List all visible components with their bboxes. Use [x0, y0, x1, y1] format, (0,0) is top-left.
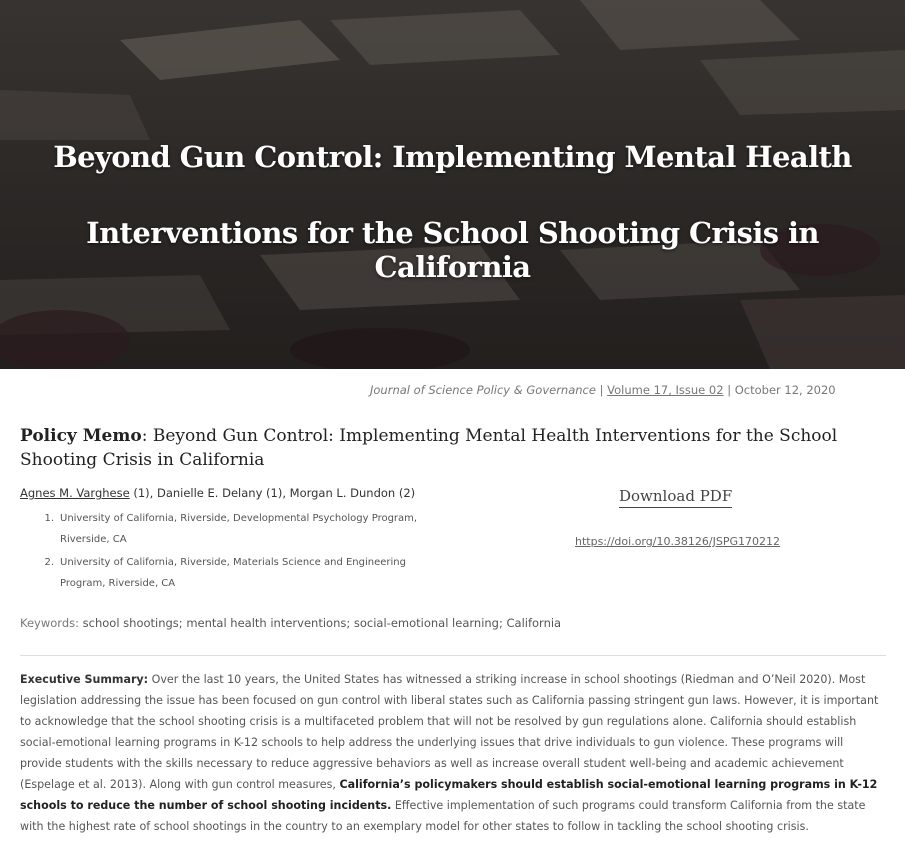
author-list — [20, 486, 415, 500]
hero-title-line-1: Beyond Gun Control: Implementing Mental Health — [53, 140, 852, 174]
executive-summary — [20, 669, 886, 837]
volume-link[interactable]: Volume 17, Issue 02 — [607, 383, 724, 397]
hero-title-line-2: Interventions for the School Shooting Crisis in California — [86, 216, 819, 284]
author-names: (1), Danielle E. Delany (1), Morgan L. Dundon (2) — [129, 486, 416, 500]
meta-separator: | — [595, 383, 608, 397]
memo-title — [20, 424, 890, 472]
executive-summary-label: Executive Summary: — [20, 673, 149, 686]
meta-separator: | — [723, 383, 735, 397]
executive-summary-text: Over the last 10 years, the United States has witnessed a striking increase in school shootings (Riedman and O’Neil 2020). Most legislation addressing the issue has been focused on gun control with liberal states such as California passing stringent gun laws. However, it is important to acknowledge that the school shooting crisis is a multifaceted problem that will not be resolved by gun regulations alone. California should establish social-emotional learning programs in K-12 schools to help address the underlying issues that drive individuals to gun violence. These programs will provide students with the skills necessary to reduce aggressive behaviors as well as increase overall student well-being and academic achievement (Espelage et al. 2013). Along with gun control measures, — [20, 673, 879, 791]
section-divider — [20, 655, 886, 656]
keywords-text: school shootings; mental health interventions; social-emotional learning; California — [82, 616, 562, 630]
keywords — [20, 616, 561, 630]
affiliation-text: University of California, Riverside, Materials Science and Engineering Program, Riverside, CA — [60, 557, 406, 589]
affiliation-number: 2. — [44, 557, 54, 568]
author-link[interactable]: Agnes M. Varghese — [20, 486, 130, 500]
publication-date: October 12, 2020 — [734, 383, 836, 397]
memo-type-label: Policy Memo — [20, 426, 142, 446]
affiliation-text: University of California, Riverside, Developmental Psychology Program, Riverside, CA — [60, 513, 418, 545]
executive-summary-recommendation: California’s policymakers should establish social-emotional learning programs in K-12 schools to reduce the number of school shooting incidents. — [20, 778, 878, 812]
affiliation-number: 1. — [44, 513, 54, 524]
hero-banner — [0, 0, 905, 369]
download-pdf-button[interactable]: Download PDF — [619, 487, 732, 508]
hero-classroom-image — [0, 0, 905, 369]
publication-meta — [370, 383, 834, 397]
executive-summary-text-end: Effective implementation of such programs could transform California from the state with the highest rate of school shootings in the country to an exemplary model for other states to follow in tackling the school shooting crisis. — [20, 799, 866, 833]
doi-link[interactable]: https://doi.org/10.38126/JSPG170212 — [575, 535, 781, 548]
keywords-label: Keywords: — [20, 616, 83, 630]
journal-name: Journal of Science Policy & Governance — [370, 383, 596, 397]
memo-title-text: : Beyond Gun Control: Implementing Mental Health Interventions for the School Shooting Crisis in California — [20, 426, 838, 470]
